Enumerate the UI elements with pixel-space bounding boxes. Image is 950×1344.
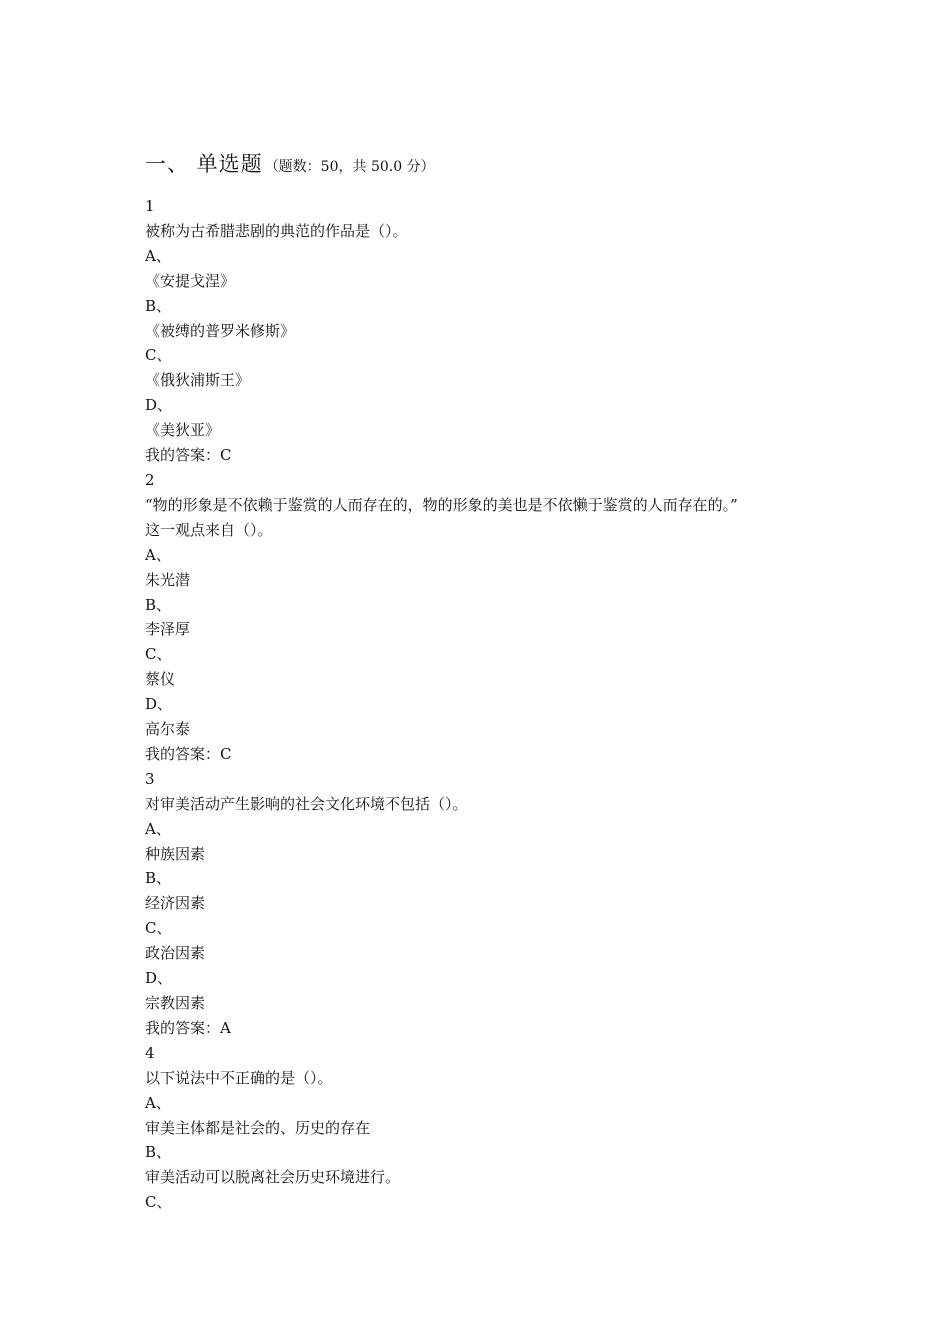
question-stem: 对审美活动产生影响的社会文化环境不包括（）。 — [145, 794, 468, 813]
my-answer — [145, 1016, 825, 1041]
section-score-note: （题数：50，共 50.0 分） — [264, 159, 435, 175]
option-text: 李泽厚 — [145, 620, 191, 639]
option-text: 种族因素 — [145, 844, 206, 863]
option-label: B、 — [145, 869, 172, 888]
question-number: 4 — [145, 1043, 155, 1062]
option-label: D、 — [145, 695, 173, 714]
option-label: A、 — [145, 545, 171, 564]
question-number: 3 — [145, 769, 155, 788]
option-label: D、 — [145, 969, 173, 988]
option-text: 审美活动可以脱离社会历史环境进行。 — [145, 1168, 401, 1187]
question-list — [145, 194, 825, 1215]
option-text: 《被缚的普罗米修斯》 — [145, 321, 296, 340]
my-answer-label: 我的答案： — [145, 446, 221, 465]
section-title: 一、 单选题 — [145, 152, 263, 176]
option-text: 《安提戈涅》 — [145, 271, 236, 290]
my-answer-value: C — [220, 744, 232, 763]
option-text: 朱光潜 — [145, 570, 191, 589]
option-text: 审美主体都是社会的、历史的存在 — [145, 1118, 371, 1137]
question-number: 2 — [145, 470, 155, 489]
option-label: C、 — [145, 919, 172, 938]
question-number: 1 — [145, 197, 155, 215]
question-stem: 被称为古希腊悲剧的典范的作品是（）。 — [145, 221, 408, 240]
option-text: 《俄狄浦斯王》 — [145, 371, 251, 390]
my-answer — [145, 742, 825, 767]
my-answer-label: 我的答案： — [145, 744, 221, 763]
question-stem: “物的形象是不依赖于鉴赏的人而存在的，物的形象的美也是不依懒于鉴赏的人而存在的。” — [145, 495, 738, 514]
option-text: 高尔泰 — [145, 720, 191, 739]
option-label: C、 — [145, 346, 172, 365]
exam-page — [145, 148, 825, 1215]
option-label: A、 — [145, 819, 171, 838]
option-label: C、 — [145, 1193, 172, 1212]
my-answer-value: C — [220, 446, 232, 465]
option-text: 《美狄亚》 — [145, 421, 221, 440]
question-stem: 这一观点来自（）。 — [145, 520, 273, 539]
option-label: C、 — [145, 645, 172, 664]
option-label: B、 — [145, 595, 172, 614]
my-answer — [145, 443, 825, 468]
option-text: 政治因素 — [145, 944, 206, 963]
option-text: 宗教因素 — [145, 994, 206, 1012]
option-text: 经济因素 — [145, 894, 206, 913]
option-label: A、 — [145, 246, 171, 265]
option-label: B、 — [145, 1143, 172, 1162]
section-heading — [145, 148, 825, 178]
my-answer-value: A — [220, 1018, 231, 1037]
my-answer-label: 我的答案： — [145, 1018, 221, 1037]
option-text: 蔡仪 — [145, 670, 176, 689]
option-label: D、 — [145, 396, 173, 415]
option-label: B、 — [145, 296, 172, 315]
question-stem: 以下说法中不正确的是（）。 — [145, 1068, 333, 1087]
option-label: A、 — [145, 1093, 171, 1112]
